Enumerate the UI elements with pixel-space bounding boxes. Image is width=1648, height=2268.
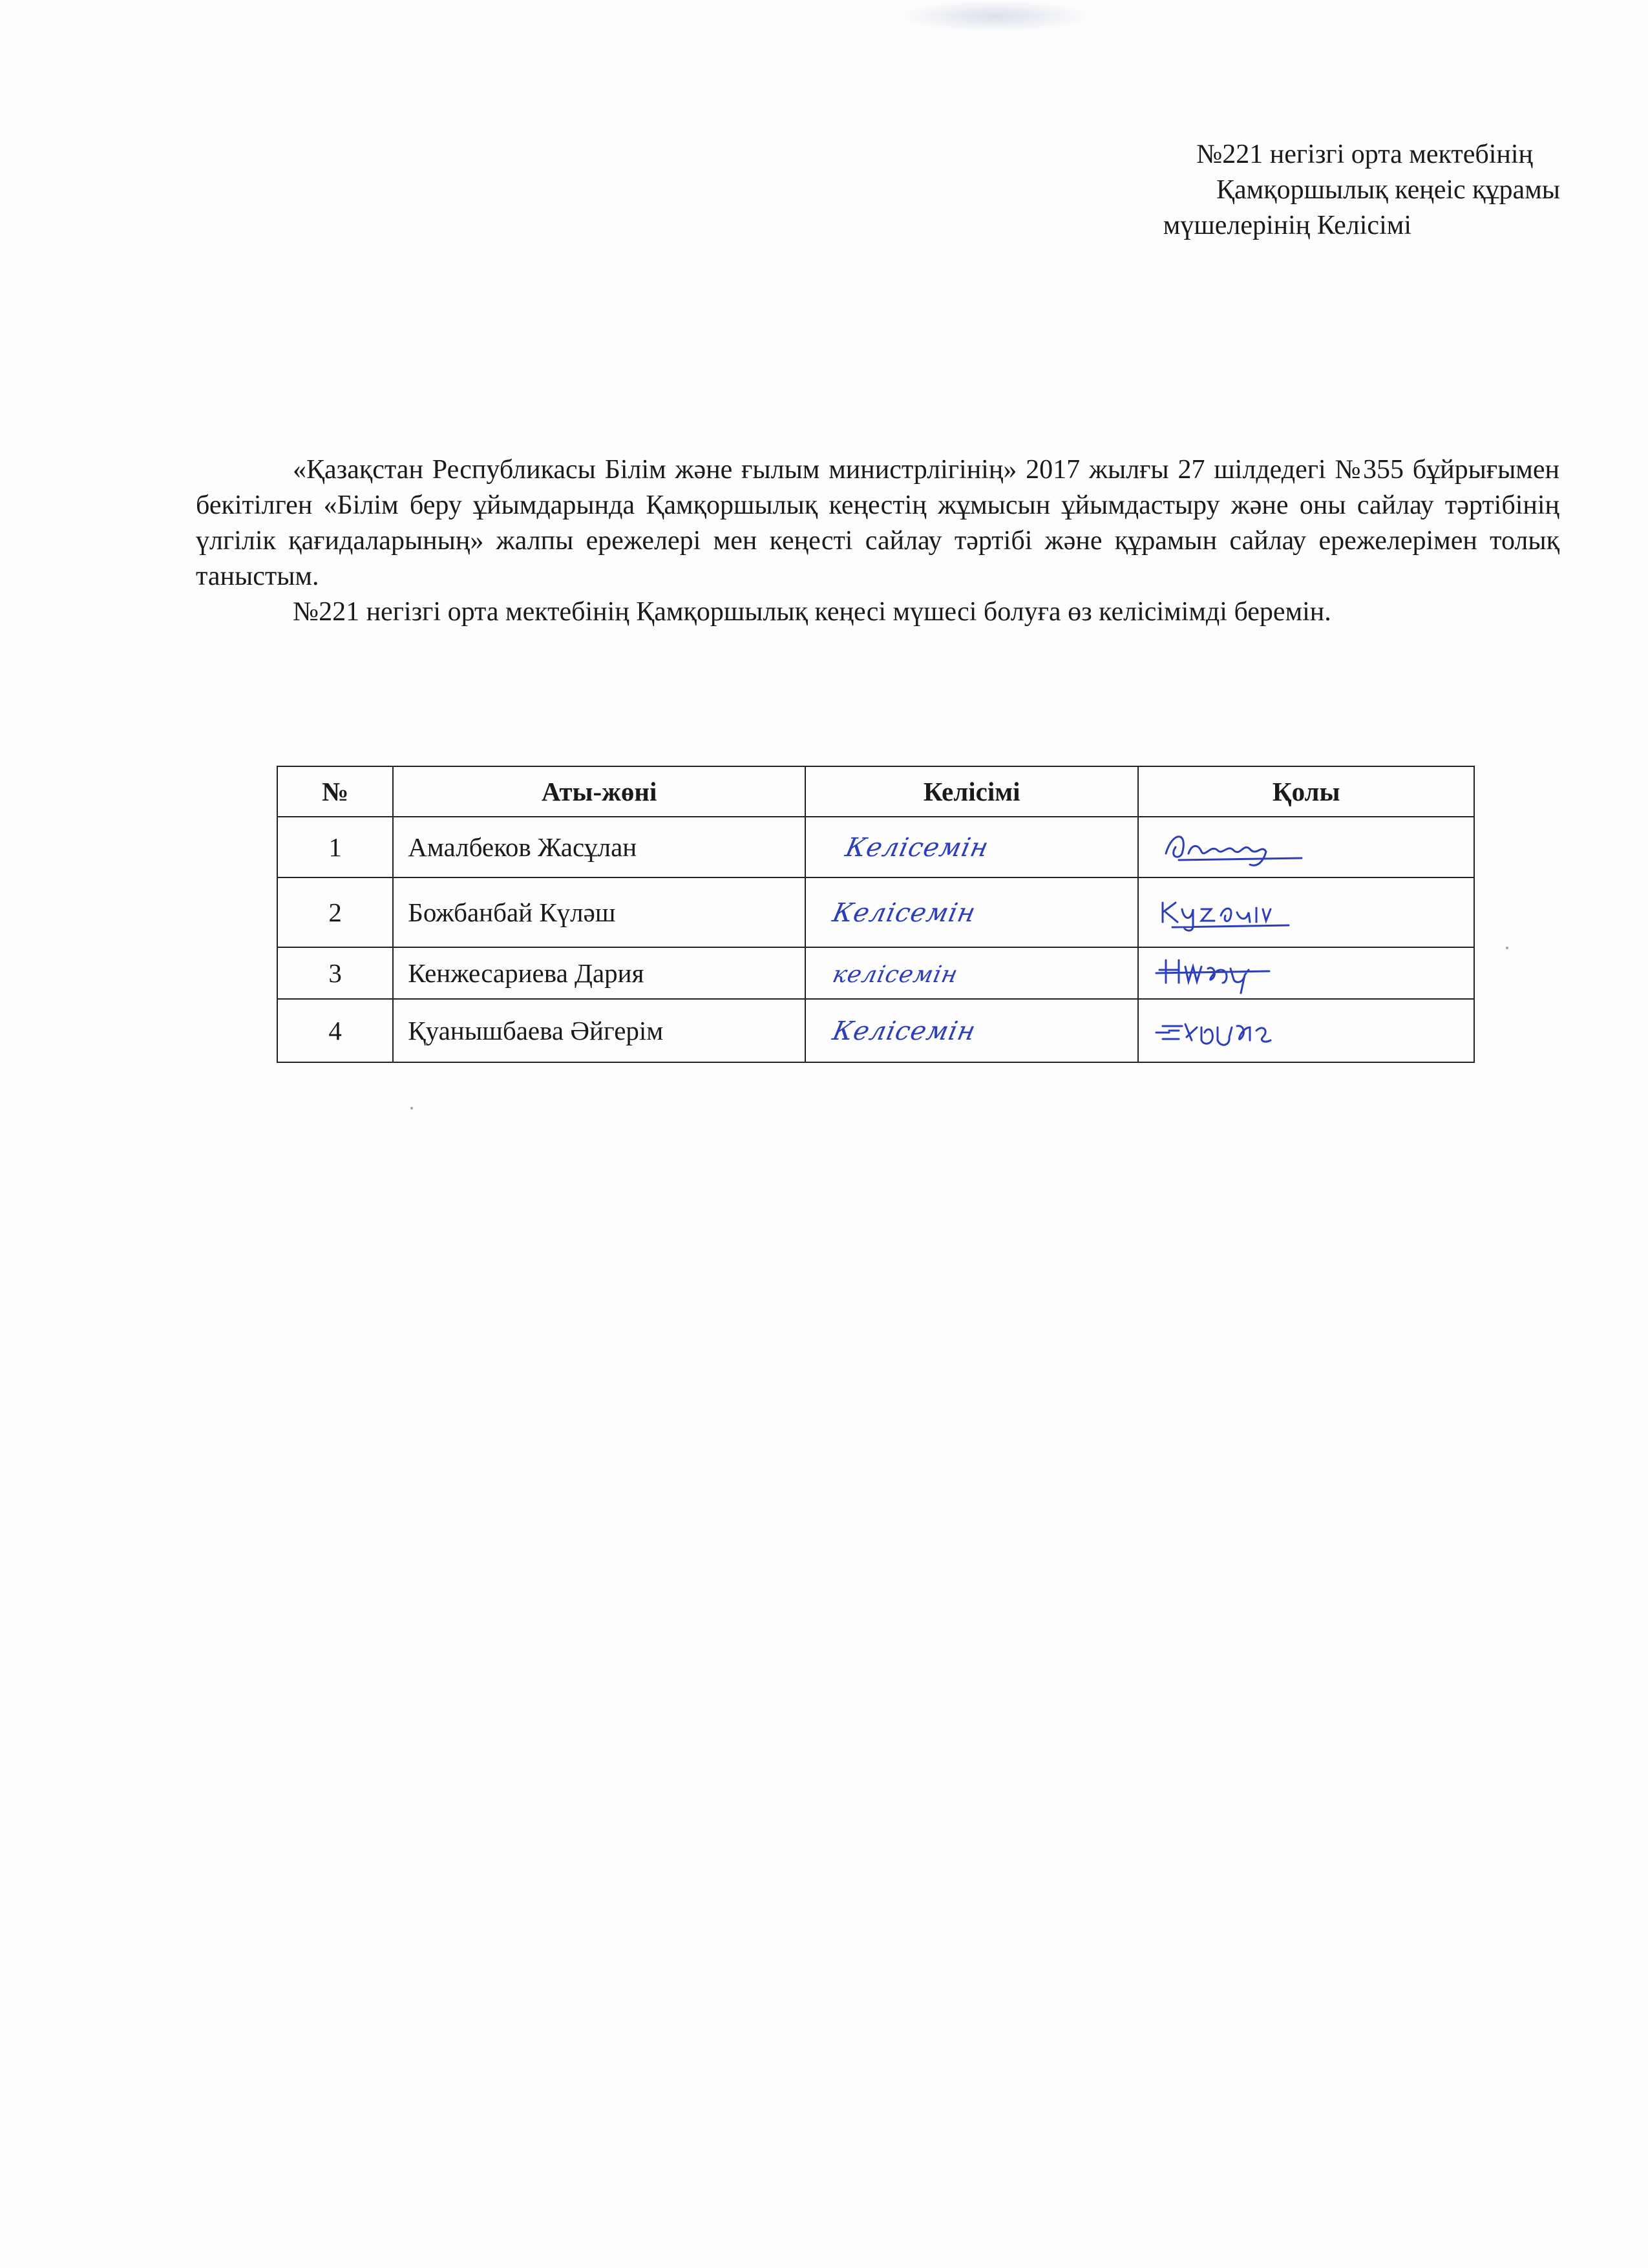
header-num: № <box>277 766 393 817</box>
signature-1 <box>1153 824 1321 870</box>
table-row <box>277 877 1474 947</box>
row-consent <box>805 947 1138 999</box>
row-signature <box>1138 947 1474 999</box>
header-consent: Келісімі <box>805 766 1138 817</box>
row-name: Қуанышбаева Әйгерім <box>393 999 805 1062</box>
scan-speck <box>1506 947 1508 949</box>
table-row <box>277 947 1474 999</box>
table-row <box>277 999 1474 1062</box>
header-line-2: Қамқоршылық кеңеіс құрамы <box>1216 175 1560 205</box>
header-name: Аты-жөні <box>393 766 805 817</box>
row-consent <box>805 999 1138 1062</box>
handwritten-consent: Келісемін <box>843 833 992 863</box>
table-header-row <box>277 766 1474 817</box>
table-row <box>277 817 1474 877</box>
row-num: 1 <box>277 817 393 877</box>
handwritten-consent: келісемін <box>830 961 961 988</box>
header-signature: Қолы <box>1138 766 1474 817</box>
header-line-3: мүшелерінің Келісімі <box>1163 211 1411 240</box>
row-num: 3 <box>277 947 393 999</box>
row-consent <box>805 877 1138 947</box>
handwritten-consent: Келісемін <box>830 1016 979 1046</box>
scan-speck <box>410 1107 413 1109</box>
row-signature <box>1138 877 1474 947</box>
row-num: 2 <box>277 877 393 947</box>
handwritten-consent: Келісемін <box>830 898 979 928</box>
header-line-1: №221 негізгі орта мектебінің <box>1196 140 1533 169</box>
row-name: Кенжесариева Дария <box>393 947 805 999</box>
signature-4 <box>1153 1008 1347 1053</box>
row-num: 4 <box>277 999 393 1062</box>
row-name: Божбанбай Күләш <box>393 877 805 947</box>
signature-3 <box>1153 950 1334 996</box>
members-table <box>277 766 1475 1063</box>
row-signature <box>1138 999 1474 1062</box>
row-name: Амалбеков Жасұлан <box>393 817 805 877</box>
row-consent <box>805 817 1138 877</box>
body-paragraph-2: №221 негізгі орта мектебінің Қамқоршылық кеңесі мүшесі болуға өз келісімімді беремін. <box>293 597 1331 627</box>
body-text <box>196 452 1559 630</box>
body-paragraph-1: «Қазақстан Республикасы Білім және ғылым министрлігінің» 2017 жылғы 27 шілдедегі №355 бұйрығымен бекітілген «Білім беру ұйымдарында Қамқоршылық кеңестің жұмысын ұйымдастыру және оны сайлау тәртібінің үлгілік қағидаларының» жалпы ережелері мен кеңесті сайлау тәртібі және құрамын сайлау ережелерімен толық таныстым. <box>196 455 1559 591</box>
signature-2 <box>1153 890 1334 935</box>
scan-smudge <box>898 0 1092 32</box>
row-signature <box>1138 817 1474 877</box>
